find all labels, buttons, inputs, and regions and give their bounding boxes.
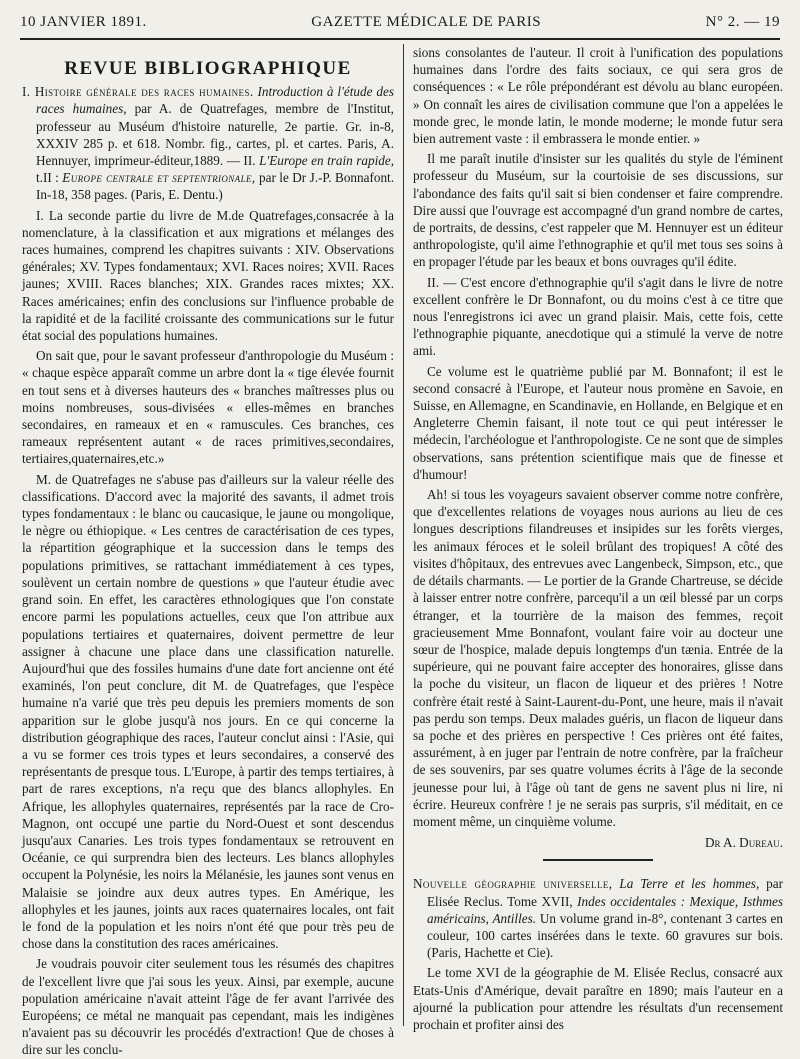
section-title: REVUE BIBLIOGRAPHIQUE: [64, 58, 352, 79]
entry-details: par A. de Quatrefages, membre de l'Institut, professeur au Muséum d'histoire naturelle, 2e partie. Gr. in-8, XXXIV 285 p. et 618. Nombr. fig., cartes, pl. et cartes. Paris, A. Hennuyer, imprimeur-éditeur,1889. — II.: [36, 101, 394, 169]
issue-date: 10 JANVIER 1891.: [20, 14, 147, 30]
left-column: [22, 48, 394, 1058]
entry-lead: Nouvelle géographie universelle,: [413, 876, 613, 892]
paragraph: sions consolantes de l'auteur. Il croit à l'unification des populations humaines dans l'ordre des faits sociaux, ce qui sera gros de conséquences : « Le rôle prépondérant est dévolu au blanc européen. » On connaît les aires de civilisation commune que l'on a appelées le monde grec, le monde latin, le monde moderne; le monde futur sera bien autrement vaste : il embrassera le monde entier. »: [413, 45, 783, 147]
paragraph: Le tome XVI de la géographie de M. Elisée Reclus, consacré aux Etats-Unis d'Amérique, devait paraître en 1890; mais l'auteur en a ajourné la publication pour attendre les résultats d'un recensement prochain et profiter ainsi des: [413, 965, 783, 1032]
paragraph: M. de Quatrefages ne s'abuse pas d'ailleurs sur la valeur réelle des classifications. D'accord avec la majorité des savants, il admet trois types fondamentaux : le blanc ou caucasique, le jaune ou mongolique, le nègre ou éthiopique. « Les centres de caractérisation de ces types, la répartition géographique et la succession dans le temps des populations primitives, se rattachant immédiatement à ces types, soulèvent un certain nombre de questions » que l'auteur étudie avec grand soin. En effet, les caractères ethnologiques que l'on constate encore parmi les populations actuelles, ceux que l'on attribue aux populations tertiaires et quaternaires, doivent permettre de leur assigner à chacune une place dans une classification naturelle. Aujourd'hui que des fossiles humains d'une date fort ancienne ont été examinés, l'on peut conclure, dit M. de Quatrefages, que l'espèce humaine n'a varié que très peu depuis les premiers moments de son apparition sur le globe jusqu'à nos jours. En ce qui concerne la distribution géographique des races, l'auteur conclut ainsi : l'Asie, qui a vu se former ces trois types et leurs secondaires, a conservé des représentants de presque tous. L'Europe, à partir des temps tertiaires, à part de rares exceptions, n'a reçu que des blancs allophyles. En Afrique, les allophyles quaternaires, représentés par la race de Cro-Magnon, ont occupé une partie du Nord-Ouest et sont descendus jusqu'aux Canaries. Les trois types fondamentaux se retrouvent en Océanie, ce qui surprendra bien des lecteurs. Les blancs allophyles occupent la Polynésie, les noirs la Mélanésie, les jaunes sont venus en Malaisie se joindre aux deux autres types. En Amérique, les allophyles et les jaunes, joints aux races quaternaires locales, ont fait le fond de la population et les noirs n'ont été que pour très peu de chose dans la constitution des races américaines.: [22, 471, 394, 952]
running-head: [20, 14, 780, 36]
entry-lead: I. Histoire générale des races humaines.: [22, 84, 254, 100]
entry-title-2: Indes occidentales : Mexique, Isthmes américains, Antilles.: [427, 893, 783, 926]
column-divider: [403, 44, 404, 1026]
entry-details-2: Un volume grand in-8°, contenant 3 cartes en couleur, 100 cartes insérées dans le texte. 60 gravures sur bois. (Paris, Hachette et Cie).: [427, 910, 783, 961]
paragraph: Il me paraît inutile d'insister sur les qualités du style de l'éminent professeur du Muséum, sur la courtoisie de ses discussions, sur l'abondance des faits qu'il sait si bien condenser et faire comprendre. Dire aussi que l'ouvrage est accompagné d'un grand nombre de cartes, de portraits, de dessins, c'est rappeler que M. Hennuyer est un éditeur anthropologiste, qu'il aime l'ethnographie et qu'il met tous ses soins à en propager l'étude par les beaux et bons ouvrages qu'il édite.: [413, 151, 783, 270]
paragraph: Je voudrais pouvoir citer seulement tous les résumés des chapitres de l'excellent livre que j'ai sous les yeux. Ainsi, par exemple, aucune population américaine n'avait atteint l'âge de fer avant l'arrivée des Européens; ce métal ne manquait pas cependant, mais les indigènes n'avaient pas su découvrir les procédés d'extraction! Que de choses à dire sur les conclu-: [22, 956, 394, 1058]
paragraph: I. La seconde partie du livre de M.de Quatrefages,consacrée à la nomenclature, à la classification et aux migrations et mélanges des races humaines, comprend les chapitres suivants : XIV. Observations générales; XV. Types fondamentaux; XVI. Races noires; XVII. Races jaunes; XVIII. Races blanches; XIX. Grandes races mixtes; XX. Races américaines; enfin des conclusions sur l'influence probable de la rapidité et de la facilité croissante des communications sur le futur état social des populations humaines.: [22, 207, 394, 344]
paragraph: II. — C'est encore d'ethnographie qu'il s'agit dans le livre de notre excellent confrère le Dr Bonnafont, ou du moins c'est à ce titre que nous l'enregistrons ici avec un grand plaisir. Mais, cette fois, cette l'ethnographie piquante, anecdotique qui a stimulé la verve de notre ami.: [413, 274, 783, 359]
entry-title-2: L'Europe en train rapide,: [259, 153, 394, 169]
bibliographic-entry-2: [413, 875, 783, 961]
paragraph: On sait que, pour le savant professeur d'anthropologie du Muséum : « chaque espèce apparaît comme un arbre dont la « tige élevée fournit en tout sens et à diverses hauteurs des « branches maîtresses plus ou moins nombreuses, sous-divisées « elles-mêmes en branches secondaires, en rameaux et en « ramuscules. Ces branches, ces rameaux représentent autant « de races primitives,secondaires, tertiaires,quaternaires,etc.»: [22, 348, 394, 467]
author-signature: Dr A. Dureau.: [704, 835, 783, 851]
journal-title: GAZETTE MÉDICALE DE PARIS: [311, 14, 542, 30]
section-separator: [543, 859, 653, 861]
bibliographic-entry-1: [22, 83, 394, 203]
right-column: [413, 44, 783, 1038]
paragraph: Ce volume est le quatrième publié par M. Bonnafont; il est le second consacré à l'Europe, et l'auteur nous promène en Savoie, en Suisse, en Allemagne, en Scandinavie, en Hollande, en Belgique et en Angleterre Chemin faisant, il note tout ce qui peut intéresser le médecin, l'archéologue et l'anthropologiste. Ce ne sont que de simples observations, sans prétention scientifique mais que de finesse et d'humour!: [413, 363, 783, 482]
entry-details: par Elisée Reclus. Tome XVII,: [427, 876, 784, 909]
header-rule: [20, 38, 780, 40]
paragraph: Ah! si tous les voyageurs savaient observer comme notre confrère, que d'excellentes relations de voyages nous aurions au lieu de ces longues descriptions filandreuses et insipides sur les forêts vierges, les animaux féroces et le soleil brûlant des tropiques! A côté des visites d'hôpitaux, des entrevues avec Langenbeck, Simpson, etc., que de détails charmants. — Le portier de la Grande Chartreuse, se décide à laisser entrer notre confrère, parcequ'il a un œil blessé par un corps étranger, et la tourrière de la maison des femmes, reçoit gracieusement Mme Bonnafont, voulant faire voir au docteur une sœur de l'hospice, malade depuis longtemps d'un tænia. Entrée de la supérieure, qui ne pouvant faire accepter des honoraires, glisse dans la poche du visiteur, un flacon de liqueur et des prières ! Notre confrère était resté à Saint-Laurent-du-Pont, une heure, mais il n'avait pas perdu son temps. Deux malades guéris, un flacon de liqueur dans sa poche et des prières en perspective ! Ces prières ont été faites, assurément, à en juger par l'entrain de notre confrère, par la fraîcheur de ses souvenirs, par ses quatre volumes écrits à l'âge de la seconde jeunesse pour lui, à l'âge où tant de gens ne savent plus ni lire, ni écrire. Heureux confrère ! je ne serais pas surpris, s'il méditait, en ce moment même, un cinquième volume.: [413, 487, 783, 829]
entry-details-2: t.II :: [36, 170, 63, 186]
entry-title: La Terre et les hommes,: [619, 876, 760, 892]
entry-title: Introduction à l'étude des races humaines,: [36, 84, 394, 117]
entry-details-3: par le Dr J.-P. Bonnafont. In-18, 358 pages. (Paris, E. Dentu.): [36, 170, 394, 203]
entry-title-3: Europe centrale et septentrionale,: [62, 170, 256, 186]
issue-page-number: N° 2. — 19: [705, 14, 780, 30]
